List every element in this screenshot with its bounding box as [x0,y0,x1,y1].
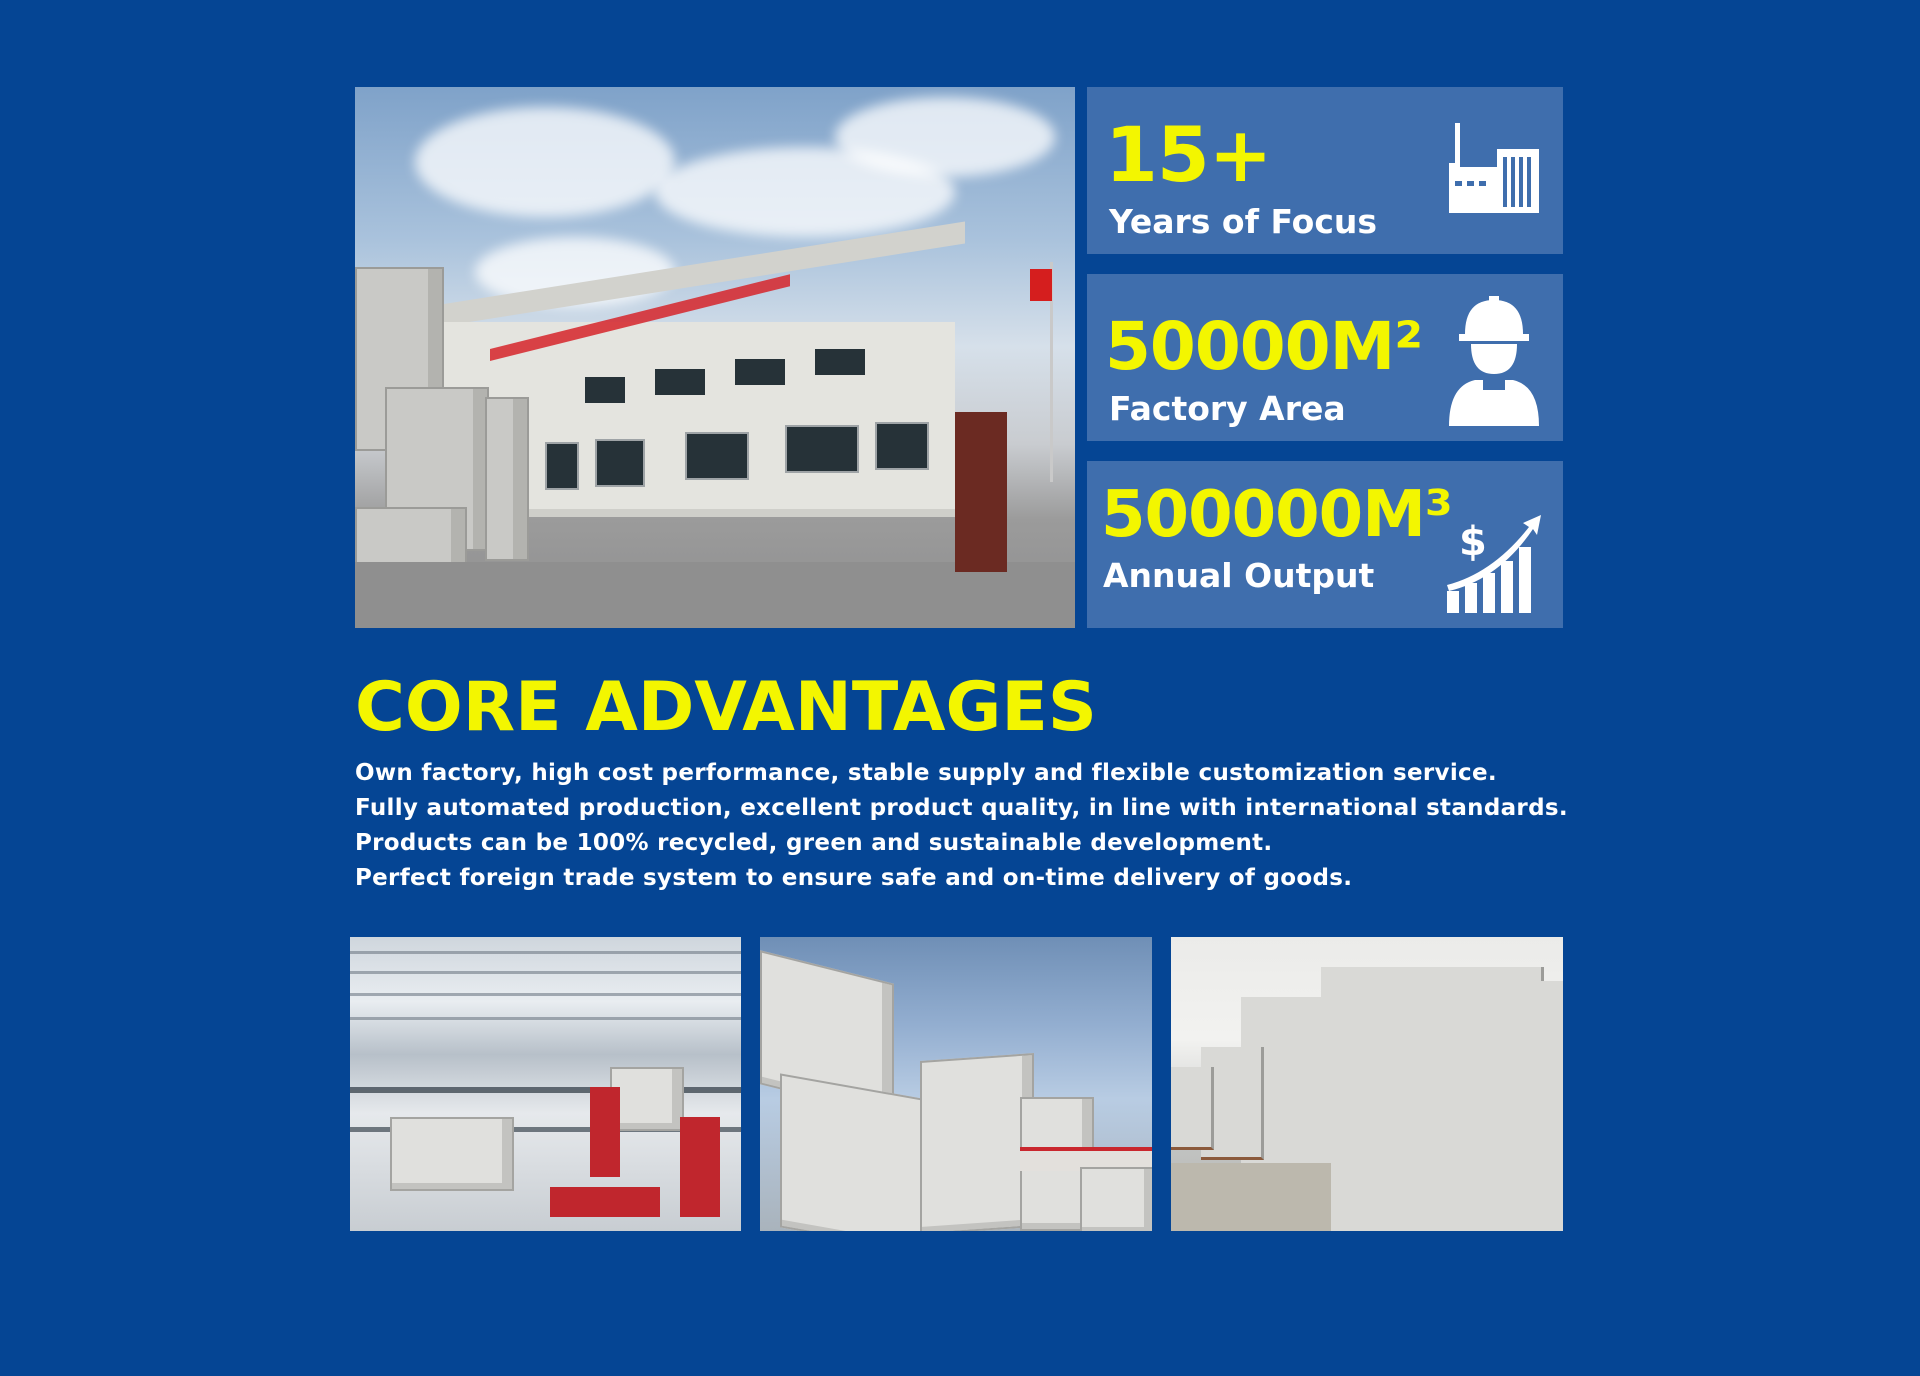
advantage-line: Fully automated production, excellent product quality, in line with international standards. [355,795,1568,821]
stat-value: 15+ [1105,110,1272,199]
advantage-line: Products can be 100% recycled, green and sustainable development. [355,830,1273,856]
advantage-line: Own factory, high cost performance, stable supply and flexible customization service. [355,760,1497,786]
stat-card-factory-area [1087,274,1563,441]
factory-icon [1447,123,1541,213]
stat-value: 50000M² [1105,308,1423,385]
stat-card-years [1087,87,1563,254]
svg-text:$: $ [1459,519,1487,565]
factory-building-photo [355,87,1075,628]
stat-label: Annual Output [1103,556,1375,595]
stat-value: 500000M³ [1101,478,1452,552]
advantage-line: Perfect foreign trade system to ensure safe and on-time delivery of goods. [355,865,1353,891]
stat-label: Years of Focus [1109,202,1378,241]
production-line-photo [350,937,741,1231]
advantages-list [355,756,1568,896]
worker-icon [1443,294,1545,426]
stat-card-annual-output [1087,461,1563,628]
aac-block-stacks-photo [760,937,1152,1231]
stat-label: Factory Area [1109,389,1346,428]
section-title: CORE ADVANTAGES [355,668,1097,747]
growth-chart-icon [1443,513,1545,613]
aac-block-yard-photo [1171,937,1563,1231]
